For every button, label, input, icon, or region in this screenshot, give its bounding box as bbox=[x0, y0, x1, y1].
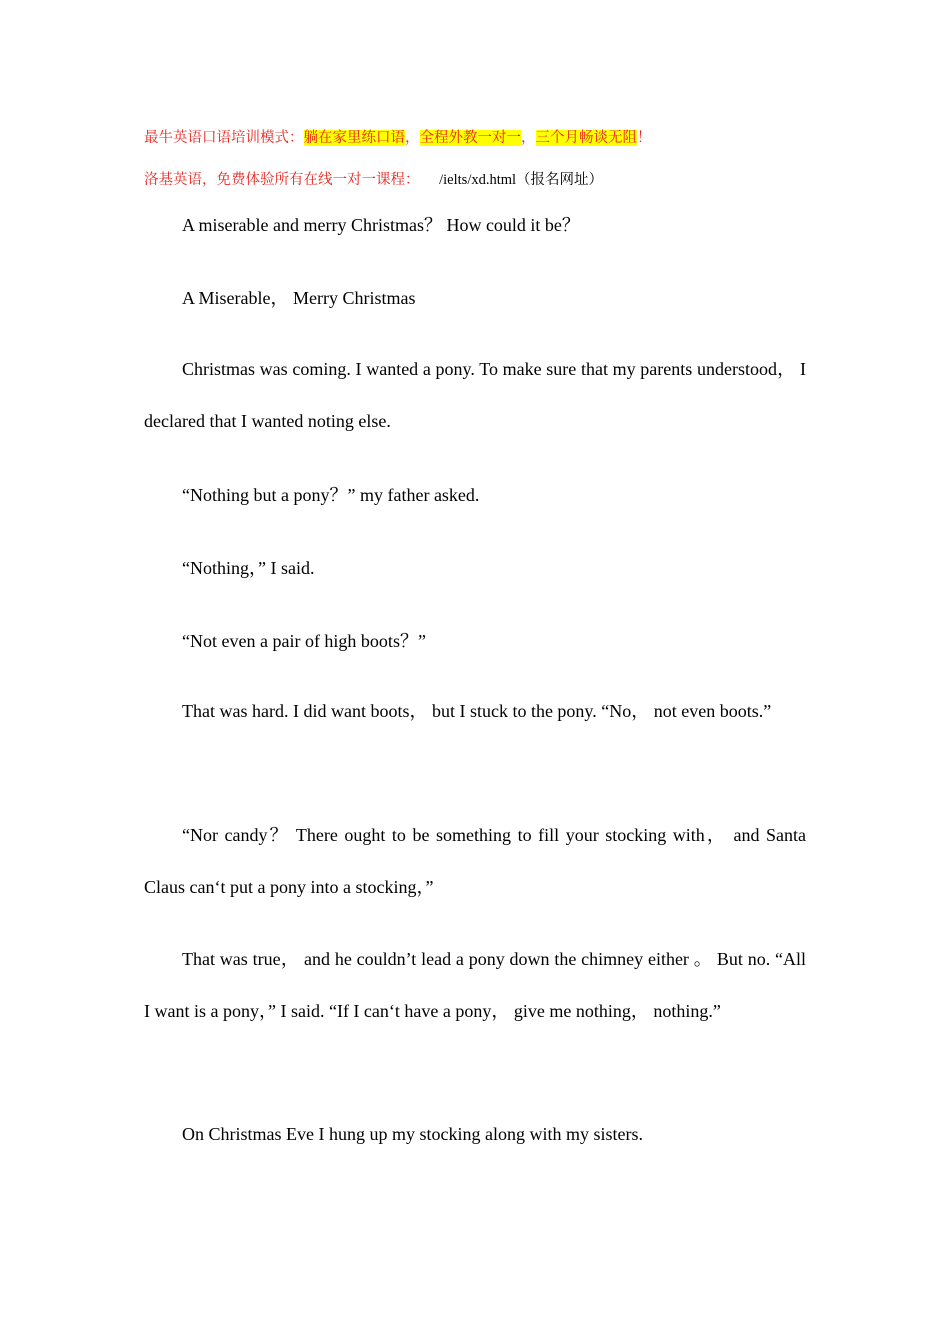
paragraph-7-text: That was true， and he couldn’t lead a pony down the chimney either 。 But no. “All I want is a pony，” I said. “If I can‘t have a pony， give me nothing， nothing.” bbox=[144, 949, 806, 1021]
paragraph-5-text: That was hard. I did want boots， but I stuck to the pony. “No， not even boots.” bbox=[182, 701, 772, 721]
story-title: A Miserable， Merry Christmas bbox=[182, 288, 416, 308]
paragraph-8: On Christmas Eve I hung up my stocking along with my sisters. bbox=[182, 1124, 643, 1144]
paragraph-7 bbox=[144, 933, 806, 1037]
promo-line-1 bbox=[144, 126, 652, 147]
paragraph-5 bbox=[144, 685, 806, 737]
paragraph-4: “Not even a pair of high boots？” bbox=[182, 631, 426, 651]
promo-separator: ， bbox=[405, 130, 420, 146]
paragraph-6-text: “Nor candy？ There ought to be something to fill your stocking with， and Santa Claus can‘t put a pony into a stocking，” bbox=[144, 825, 806, 897]
promo-highlight-2: 全程外教一对一 bbox=[419, 130, 521, 146]
paragraph-6 bbox=[144, 809, 806, 913]
story-intro: A miserable and merry Christmas？ How could it be？ bbox=[182, 215, 580, 235]
paragraph-1-text: Christmas was coming. I wanted a pony. To make sure that my parents understood， I declared that I wanted noting else. bbox=[144, 359, 806, 431]
promo-suffix: ！ bbox=[637, 130, 652, 146]
promo-prefix: 最牛英语口语培训模式： bbox=[144, 130, 304, 146]
promo-separator: ， bbox=[521, 130, 536, 146]
paragraph-2: “Nothing but a pony？” my father asked. bbox=[182, 485, 480, 505]
promo-highlight-3: 三个月畅谈无阻 bbox=[535, 130, 637, 146]
promo-highlight-1: 躺在家里练口语 bbox=[303, 130, 405, 146]
paragraph-1 bbox=[144, 343, 806, 447]
signup-url-link[interactable]: /ielts/xd.html（报名网址） bbox=[439, 172, 604, 188]
promo-line2-prefix: 洛基英语，免费体验所有在线一对一课程： bbox=[144, 172, 420, 188]
paragraph-3: “Nothing，” I said. bbox=[182, 558, 315, 578]
promo-line-2 bbox=[144, 168, 603, 189]
